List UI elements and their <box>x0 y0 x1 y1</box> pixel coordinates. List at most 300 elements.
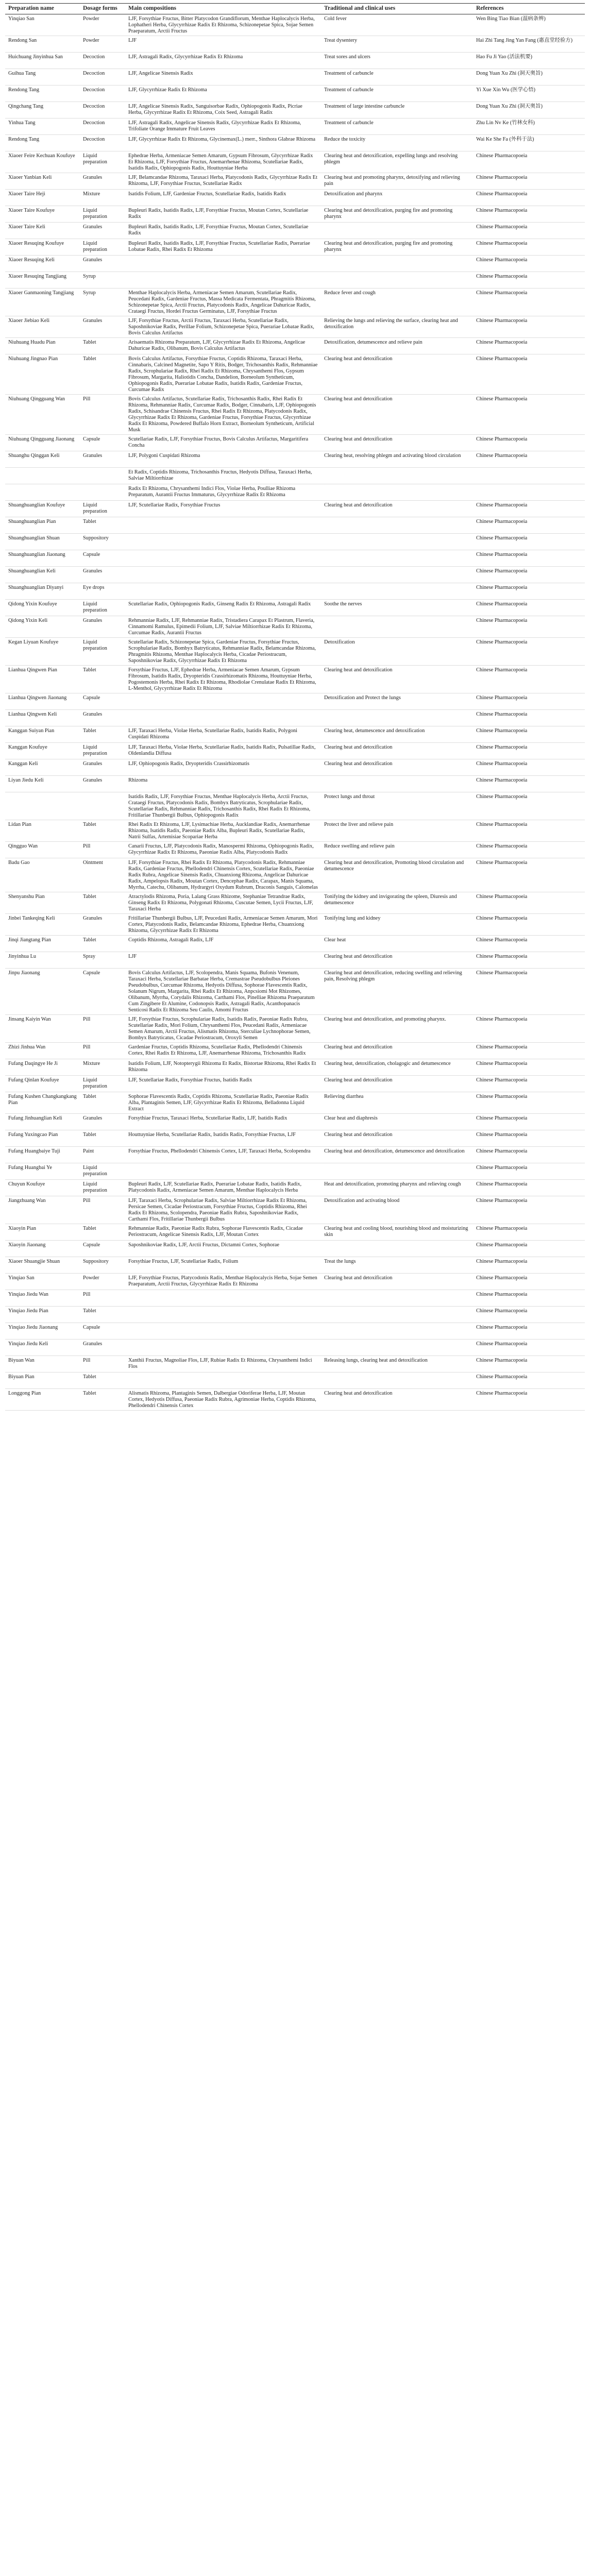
cell-dosage-form: Liquid preparation <box>80 600 125 616</box>
cell-reference: Zhu Lin Nv Ke (竹林女科) <box>473 118 585 135</box>
table-row <box>5 743 585 759</box>
table-row <box>5 1389 585 1411</box>
cell-reference: Chinese Pharmacopoeia <box>473 501 585 517</box>
cell-main-compositions <box>125 272 321 289</box>
cell-preparation-name: Biyuan Pian <box>5 1372 80 1389</box>
cell-dosage-form: Liquid preparation <box>80 638 125 666</box>
cell-dosage-form: Pill <box>80 395 125 435</box>
cell-clinical-uses: Soothe the nerves <box>321 600 473 616</box>
cell-dosage-form: Liquid preparation <box>80 743 125 759</box>
cell-preparation-name: Kanggan Keli <box>5 759 80 776</box>
cell-main-compositions: LJF <box>125 952 321 969</box>
cell-clinical-uses <box>321 1163 473 1180</box>
table-row <box>5 638 585 666</box>
cell-preparation-name: Jinyinhua Lu <box>5 952 80 969</box>
cell-preparation-name: Shuanghuanglian Pian <box>5 517 80 534</box>
cell-dosage-form: Capsule <box>80 969 125 1015</box>
cell-dosage-form: Liquid preparation <box>80 1180 125 1196</box>
cell-dosage-form: Capsule <box>80 1241 125 1257</box>
cell-reference: Chinese Pharmacopoeia <box>473 316 585 338</box>
table-row <box>5 1015 585 1043</box>
table-header-row <box>5 4 585 14</box>
cell-reference: Chinese Pharmacopoeia <box>473 1043 585 1059</box>
cell-reference: Chinese Pharmacopoeia <box>473 1274 585 1290</box>
cell-main-compositions <box>125 693 321 710</box>
cell-dosage-form: Granules <box>80 173 125 190</box>
table-row <box>5 936 585 952</box>
cell-dosage-form: Tablet <box>80 1130 125 1147</box>
cell-dosage-form: Tablet <box>80 936 125 952</box>
table-row <box>5 102 585 118</box>
cell-reference: Chinese Pharmacopoeia <box>473 1015 585 1043</box>
cell-main-compositions <box>125 1290 321 1307</box>
cell-clinical-uses: Treat sores and ulcers <box>321 53 473 69</box>
cell-clinical-uses: Clearing heat, detumescence and detoxification <box>321 726 473 743</box>
cell-reference: Chinese Pharmacopoeia <box>473 666 585 693</box>
cell-clinical-uses: Clearing heat and detoxification, reducing swelling and relieving pain, Resolving phlegm <box>321 969 473 1015</box>
cell-dosage-form: Granules <box>80 710 125 726</box>
cell-preparation-name: Niuhuang Qingguang Jiaonang <box>5 435 80 451</box>
cell-preparation-name: Jinsang Kaiyin Wan <box>5 1015 80 1043</box>
cell-dosage-form: Decoction <box>80 102 125 118</box>
cell-reference: Chinese Pharmacopoeia <box>473 1092 585 1114</box>
cell-reference: Chinese Pharmacopoeia <box>473 435 585 451</box>
cell-main-compositions <box>125 256 321 272</box>
cell-dosage-form <box>80 468 125 484</box>
cell-dosage-form: Tablet <box>80 1389 125 1411</box>
cell-clinical-uses <box>321 583 473 600</box>
cell-reference: Dong Yuan Xu Zhi (洞天奥旨) <box>473 102 585 118</box>
cell-clinical-uses: Tonifying lung and kidney <box>321 914 473 936</box>
cell-main-compositions: LJF, Astragali Radix, Glycyrrhizae Radix Et Rhizoma <box>125 53 321 69</box>
cell-preparation-name: Xiaoer Shuangjie Shuan <box>5 1257 80 1274</box>
cell-main-compositions: LJF, Glycyrrhizae Radix Et Rhizoma, Glycinemax(L.) merr., Sinthora Glabrae Rhizoma <box>125 135 321 151</box>
table-row <box>5 272 585 289</box>
table-row <box>5 1307 585 1323</box>
cell-preparation-name: Qingguo Wan <box>5 842 80 858</box>
cell-clinical-uses: Clearing heat and detoxification <box>321 1130 473 1147</box>
cell-dosage-form: Granules <box>80 316 125 338</box>
table-row <box>5 969 585 1015</box>
cell-clinical-uses <box>321 1307 473 1323</box>
cell-clinical-uses: Clearing heat and cooling blood, nourishing blood and moisturizing skin <box>321 1224 473 1241</box>
cell-clinical-uses: Detoxification and pharynx <box>321 190 473 206</box>
cell-main-compositions: Canarii Fructus, LJF, Platycodonis Radix, Manospermi Rhizoma, Ophiopogonis Radix, Glycyrrhizae Radix Et Rhizoma, Paeoniae Radix Alba, Platycodonis Radix <box>125 842 321 858</box>
cell-main-compositions: Saposhnikoviae Radix, LJF, Arctii Fructus, Dictamni Cortex, Sophorae <box>125 1241 321 1257</box>
table-row <box>5 792 585 820</box>
table-row <box>5 289 585 316</box>
cell-dosage-form: Granules <box>80 759 125 776</box>
cell-dosage-form: Granules <box>80 256 125 272</box>
cell-clinical-uses: Treat dysentery <box>321 36 473 53</box>
cell-preparation-name: Kegan Liyuan Koufuye <box>5 638 80 666</box>
cell-dosage-form: Pill <box>80 1015 125 1043</box>
cell-reference: Hai Zhi Tang Jing Yan Fang (惠直堂经验方) <box>473 36 585 53</box>
preparations-table <box>5 3 585 1411</box>
cell-dosage-form: Granules <box>80 776 125 792</box>
cell-preparation-name <box>5 792 80 820</box>
table-row <box>5 1163 585 1180</box>
cell-reference: Chinese Pharmacopoeia <box>473 600 585 616</box>
cell-clinical-uses <box>321 1323 473 1340</box>
table-row <box>5 914 585 936</box>
table-row <box>5 567 585 583</box>
cell-reference: Chinese Pharmacopoeia <box>473 1163 585 1180</box>
header-preparation-name: Preparation name <box>5 4 80 14</box>
cell-main-compositions <box>125 550 321 567</box>
cell-main-compositions: Arisaematis Rhizoma Preparatum, LJF, Glycyrrhizae Radix Et Rhizoma, Angelicae Dahuricae Radix, Olibanum, Bovis Calculus Artifactus <box>125 338 321 354</box>
cell-clinical-uses: Tonifying the kidney and invigorating the spleen, Diuresis and detumescence <box>321 892 473 914</box>
cell-preparation-name: Fufang Daqingye He Ji <box>5 1059 80 1076</box>
cell-dosage-form: Pill <box>80 1290 125 1307</box>
cell-dosage-form <box>80 484 125 501</box>
cell-preparation-name: Lidan Pian <box>5 820 80 842</box>
cell-reference: Chinese Pharmacopoeia <box>473 693 585 710</box>
cell-main-compositions: Atractylodis Rhizoma, Poria, Lalang Grass Rhizome, Stephaniae Tetrandrae Radix, Ginseng Radix Et Rhizoma, Polygonati Rhizoma, Cuscutae Semen, Lycii Fructus, LJF, Taraxaci Herba <box>125 892 321 914</box>
cell-main-compositions: LJF, Ophiopogonis Radix, Dryopteridis Crassirhizomatis <box>125 759 321 776</box>
cell-preparation-name: Kanggan Suiyan Pian <box>5 726 80 743</box>
cell-dosage-form: Granules <box>80 616 125 638</box>
cell-dosage-form: Decoction <box>80 135 125 151</box>
table-row <box>5 36 585 53</box>
cell-main-compositions: Bupleuri Radix, LJF, Scutellariae Radix, Puerariae Lobatae Radix, Isatidis Radix, Platycodonis Radix, Armeniacae Semen Amarum, Menthae Haplocalycis Herba <box>125 1180 321 1196</box>
cell-reference: Chinese Pharmacopoeia <box>473 969 585 1015</box>
cell-main-compositions: Fritillariae Thunbergii Bulbus, LJF, Peucedani Radix, Armeniacae Semen Amarum, Mori Cortex, Platycodonis Radix, Belamcandae Rhizoma, Ephedrae Herba, Chuanxiong Rhizoma, Glycyrrhizae Radix Et Rhizoma <box>125 914 321 936</box>
cell-clinical-uses <box>321 534 473 550</box>
cell-preparation-name: Niuhuang Jingnao Pian <box>5 354 80 395</box>
cell-reference: Chinese Pharmacopoeia <box>473 1372 585 1389</box>
cell-main-compositions: LJF <box>125 36 321 53</box>
cell-preparation-name: Yinqiao Jiedu Pian <box>5 1307 80 1323</box>
table-row <box>5 842 585 858</box>
cell-clinical-uses: Treatment of large intestine carbuncle <box>321 102 473 118</box>
cell-dosage-form: Liquid preparation <box>80 1076 125 1092</box>
cell-reference: Chinese Pharmacopoeia <box>473 206 585 223</box>
cell-dosage-form: Granules <box>80 451 125 468</box>
cell-preparation-name: Qingchang Tang <box>5 102 80 118</box>
cell-preparation-name: Yinhua Tang <box>5 118 80 135</box>
cell-dosage-form: Pill <box>80 842 125 858</box>
cell-reference: Chinese Pharmacopoeia <box>473 395 585 435</box>
table-row <box>5 693 585 710</box>
cell-preparation-name: Guihua Tang <box>5 69 80 86</box>
cell-clinical-uses: Clearing heat, detoxification, cholagogic and detumescence <box>321 1059 473 1076</box>
cell-reference: Chinese Pharmacopoeia <box>473 743 585 759</box>
cell-clinical-uses: Clearing heat and detoxification, purging fire and promoting pharynx <box>321 206 473 223</box>
table-row <box>5 1114 585 1130</box>
cell-reference: Chinese Pharmacopoeia <box>473 190 585 206</box>
cell-preparation-name: Yinqiao Jiedu Keli <box>5 1340 80 1356</box>
table-row <box>5 53 585 69</box>
cell-main-compositions: LJF, Glycyrrhizae Radix Et Rhizoma <box>125 86 321 102</box>
cell-clinical-uses: Clearing heat and detoxification, purging fire and promoting pharynx <box>321 239 473 256</box>
cell-clinical-uses <box>321 550 473 567</box>
cell-clinical-uses <box>321 1340 473 1356</box>
cell-dosage-form: Tablet <box>80 517 125 534</box>
cell-main-compositions: LJF, Taraxaci Herba, Violae Herba, Scutellariae Radix, Isatidis Radix, Pulsatillae Radix, Oldenlandia Diffusa <box>125 743 321 759</box>
cell-clinical-uses: Clearing heat and detoxification <box>321 501 473 517</box>
cell-dosage-form: Tablet <box>80 1092 125 1114</box>
cell-preparation-name: Rendong Tang <box>5 135 80 151</box>
cell-preparation-name: Niuhuang Qingguang Wan <box>5 395 80 435</box>
cell-reference: Yi Xue Xin Wu (医学心悟) <box>473 86 585 102</box>
table-row <box>5 1241 585 1257</box>
table-row <box>5 1340 585 1356</box>
table-row <box>5 1147 585 1163</box>
cell-dosage-form: Granules <box>80 914 125 936</box>
table-row <box>5 666 585 693</box>
cell-clinical-uses: Heat and detoxification, promoting pharynx and relieving cough <box>321 1180 473 1196</box>
cell-preparation-name: Shuanghuanglian Koufuye <box>5 501 80 517</box>
table-row <box>5 1059 585 1076</box>
table-row <box>5 190 585 206</box>
cell-main-compositions: Forsythiae Fructus, Phellodendri Chinensis Cortex, LJF, Taraxaci Herba, Scolopendra <box>125 1147 321 1163</box>
cell-clinical-uses <box>321 272 473 289</box>
table-row <box>5 726 585 743</box>
cell-dosage-form: Mixture <box>80 190 125 206</box>
cell-preparation-name: Xiaoer Taire Heji <box>5 190 80 206</box>
table-row <box>5 1224 585 1241</box>
cell-clinical-uses: Releasing lungs, clearing heat and detoxification <box>321 1356 473 1372</box>
cell-reference: Chinese Pharmacopoeia <box>473 1180 585 1196</box>
cell-reference: Chinese Pharmacopoeia <box>473 1257 585 1274</box>
cell-clinical-uses <box>321 616 473 638</box>
header-main-compositions: Main compositions <box>125 4 321 14</box>
cell-dosage-form: Granules <box>80 567 125 583</box>
cell-main-compositions: Bovis Calculus Artifactus, Scutellariae Radix, Trichosanthis Radix, Rhei Radix Et Rhizoma, Rehmanniae Radix, Curcumae Radix, Bodger, Cinnabaris, LJF, Ophiopogonis Radix, Schisandrae Chinensis Fructus, Rhei Radix Et Rhizoma, Platycodonis Radix, Glycyrrhizae Radix Et Rhizoma, Gardeniae Fructus, Forsythiae Fructus, Glycyrrhizae Radix Et Rhizoma, Powdered Buffalo Horn Extract, Borneolum Syntheticum, Artificial Musk <box>125 395 321 435</box>
cell-main-compositions: Isatidis Radix, LJF, Forsythiae Fructus, Menthae Haplocalycis Herba, Arctii Fructus, Crataegi Fructus, Platycodonis Radix, Bombyx Batryticatus, Scrophulariae Radix, Scutellariae Radix, Rehmanniae Radix, Trichosanthis Radix, Rhei Radix Et Rhizoma, Fritillariae Thunbergii Bulbus, Ophiopogonis Radix <box>125 792 321 820</box>
cell-preparation-name: Shuanghuanglian Shuan <box>5 534 80 550</box>
table-row <box>5 710 585 726</box>
table-row <box>5 820 585 842</box>
cell-main-compositions <box>125 583 321 600</box>
cell-reference: Dong Yuan Xu Zhi (洞天奥旨) <box>473 69 585 86</box>
cell-main-compositions: Scutellariae Radix, Ophiopogonis Radix, Ginseng Radix Et Rhizoma, Astragali Radix <box>125 600 321 616</box>
cell-main-compositions: LJF, Forsythiae Fructus, Platycodonis Radix, Menthae Haplocalycis Herba, Sojae Semen Praeparatum, Arctii Fructus, Glycyrrhizae Radix Et Rhizoma <box>125 1274 321 1290</box>
table-row <box>5 1290 585 1307</box>
cell-reference: Chinese Pharmacopoeia <box>473 1076 585 1092</box>
table-row <box>5 952 585 969</box>
cell-main-compositions: LJF, Forsythiae Fructus, Bitter Platycodon Grandiflorum, Menthae Haplocalycis Herba, Lophatheri Herba, Glycyrrhizae Radix Et Rhizoma, Schizonepetae Spica, Sojae Semen Praeparatum, Arctii Fructus <box>125 14 321 36</box>
cell-preparation-name: Jinbei Tankeqing Keli <box>5 914 80 936</box>
cell-dosage-form: Powder <box>80 1274 125 1290</box>
cell-main-compositions: Isatidis Folium, LJF, Gardeniae Fructus, Scutellariae Radix, Isatidis Radix <box>125 190 321 206</box>
cell-reference: Chinese Pharmacopoeia <box>473 1389 585 1411</box>
cell-main-compositions <box>125 1340 321 1356</box>
cell-preparation-name: Shenyanshu Pian <box>5 892 80 914</box>
cell-clinical-uses: Clearing heat, resolving phlegm and activating blood circulation <box>321 451 473 468</box>
cell-main-compositions <box>125 1372 321 1389</box>
cell-dosage-form: Syrup <box>80 289 125 316</box>
cell-main-compositions: Bovis Calculus Artifactus, LJF, Scolopendra, Manis Squama, Bufonis Venenum, Taraxaci Herba, Scutellariae Barbatae Herba, Cremastrae Pseudobulbus Pleiones Pseudobulbus, Curcumae Rhizoma, Hedyotis Diffusa, Sophorae Flavescentis Radix, Solanum Nigrum, Margarita, Rhei Radix Et Rhizoma, Anpcsiomi Mot Rhizomes, Olibanum, Myrrha, Corydalis Rhizoma, Carthami Flos, Pinelliae Rhizoma Praeparatum Cum Zingibere Et Alumine, Codonopsis Radix, Astragali Radix, Acanthopanacis Senticosi Radix Et Rhizoma Seu Caulis, Amomi Fructus <box>125 969 321 1015</box>
cell-main-compositions: Menthae Haplocalycis Herba, Armeniacae Semen Amarum, Scutellariae Radix, Peucedani Radix, Gardeniae Fructus, Massa Medicata Fermentata, Phragmitis Rhizoma, Schizonepetae Spica, Arctii Fructus, Platycodonis Radix, Angelicae Dahuricae Radix, Crataegi Fructus, Hordei Fructus Germinatus, LJF, Forsythiae Fructus <box>125 289 321 316</box>
cell-preparation-name: Xiaoer Resuqing Koufuye <box>5 239 80 256</box>
cell-reference: Chinese Pharmacopoeia <box>473 1290 585 1307</box>
cell-clinical-uses: Treat the lungs <box>321 1257 473 1274</box>
cell-main-compositions <box>125 1307 321 1323</box>
cell-reference: Chinese Pharmacopoeia <box>473 710 585 726</box>
cell-dosage-form: Liquid preparation <box>80 239 125 256</box>
cell-preparation-name: Xiaoer Resuqing Tangjiang <box>5 272 80 289</box>
cell-preparation-name: Yinqiao San <box>5 1274 80 1290</box>
table-row <box>5 135 585 151</box>
cell-reference: Chinese Pharmacopoeia <box>473 451 585 468</box>
cell-preparation-name: Shuanghuanglian Jiaonang <box>5 550 80 567</box>
cell-clinical-uses: Relieving diarrhea <box>321 1092 473 1114</box>
table-row <box>5 395 585 435</box>
cell-reference: Chinese Pharmacopoeia <box>473 550 585 567</box>
cell-reference: Chinese Pharmacopoeia <box>473 583 585 600</box>
header-references: References <box>473 4 585 14</box>
cell-preparation-name: Lianhua Qingwen Jiaonang <box>5 693 80 710</box>
cell-dosage-form: Capsule <box>80 693 125 710</box>
cell-dosage-form: Syrup <box>80 272 125 289</box>
cell-reference: Chinese Pharmacopoeia <box>473 354 585 395</box>
cell-main-compositions: Radix Et Rhizoma, Chrysanthemi Indici Flos, Violae Herba, Poulliae Rhizoma Preparatum, Aurantii Fructus Immaturus, Glycyrrhizae Radix Et Rhizoma <box>125 484 321 501</box>
table-row <box>5 151 585 173</box>
cell-main-compositions: Houttuyniae Herba, Scutellariae Radix, Isatidis Radix, Forsythiae Fructus, LJF <box>125 1130 321 1147</box>
table-row <box>5 1130 585 1147</box>
cell-main-compositions: Isatidis Folium, LJF, Notopterygii Rhizoma Et Radix, Bistortae Rhizoma, Rhei Radix Et Rhizoma <box>125 1059 321 1076</box>
table-body <box>5 14 585 1411</box>
table-row <box>5 616 585 638</box>
cell-clinical-uses <box>321 1290 473 1307</box>
cell-clinical-uses: Clearing heat and detoxification, and promoting pharynx. <box>321 1015 473 1043</box>
cell-preparation-name: Fufang Huangbaiye Tuji <box>5 1147 80 1163</box>
cell-preparation-name: Jinpu Jiaonang <box>5 969 80 1015</box>
cell-main-compositions: Sophorae Flavescentis Radix, Coptidis Rhizoma, Scutellariae Radix, Paeoniae Radix Alba, Plantaginis Semen, LJF, Glycyrrhizae Radix Et Rhizoma, Belladonna Liquid Extract <box>125 1092 321 1114</box>
table-row <box>5 118 585 135</box>
cell-clinical-uses: Clearing heat and detoxification <box>321 759 473 776</box>
cell-main-compositions: LJF, Forsythiae Fructus, Arctii Fructus, Taraxaci Herba, Scutellariae Radix, Saposhnikoviae Radix, Perillae Folium, Schizonepetae Spica, Puerariae Lobatae Radix, Bovis Calculus Artifactus <box>125 316 321 338</box>
cell-reference: Chinese Pharmacopoeia <box>473 936 585 952</box>
cell-clinical-uses <box>321 256 473 272</box>
cell-dosage-form: Mixture <box>80 1059 125 1076</box>
cell-clinical-uses: Clearing heat and detoxification <box>321 1274 473 1290</box>
cell-preparation-name: Xiaoer Ganmaoning Tangjiang <box>5 289 80 316</box>
table-row <box>5 468 585 484</box>
cell-reference: Chinese Pharmacopoeia <box>473 616 585 638</box>
cell-clinical-uses: Treatment of carbuncle <box>321 69 473 86</box>
cell-reference: Wai Ke She Fa (外科于法) <box>473 135 585 151</box>
cell-dosage-form: Paint <box>80 1147 125 1163</box>
table-row <box>5 1180 585 1196</box>
table-row <box>5 206 585 223</box>
table-row <box>5 435 585 451</box>
cell-dosage-form: Liquid preparation <box>80 1163 125 1180</box>
table-row <box>5 338 585 354</box>
cell-reference: Chinese Pharmacopoeia <box>473 1147 585 1163</box>
cell-preparation-name: Xiaoyin Pian <box>5 1224 80 1241</box>
table-row <box>5 484 585 501</box>
cell-clinical-uses: Reduce swelling and relieve pain <box>321 842 473 858</box>
cell-main-compositions: Rhei Radix Et Rhizoma, LJF, Lysimachiae Herba, Aucklandiae Radix, Anemarrhenae Rhizoma, Isatidis Radix, Paeoniae Radix Alba, Bupleuri Radix, Scutellariae Radix, Natrii Sulfas, Artemisiae Scopariae Herba <box>125 820 321 842</box>
cell-dosage-form: Tablet <box>80 666 125 693</box>
cell-preparation-name: Xiaoer Resuqing Keli <box>5 256 80 272</box>
cell-reference: Chinese Pharmacopoeia <box>473 1059 585 1076</box>
cell-preparation-name: Lianhua Qingwen Pian <box>5 666 80 693</box>
cell-preparation-name: Fufang Huangbai Ye <box>5 1163 80 1180</box>
cell-main-compositions: LJF, Taraxaci Herba, Violae Herba, Scutellariae Radix, Isatidis Radix, Polygoni Cuspidati Rhizoma <box>125 726 321 743</box>
cell-clinical-uses: Clearing heat and detoxification <box>321 1076 473 1092</box>
cell-clinical-uses: Cold fever <box>321 14 473 36</box>
cell-preparation-name: Xiaoer Feire Kechuan Koufuye <box>5 151 80 173</box>
cell-reference: Chinese Pharmacopoeia <box>473 1307 585 1323</box>
cell-dosage-form: Decoction <box>80 69 125 86</box>
table-row <box>5 1092 585 1114</box>
table-row <box>5 517 585 534</box>
cell-dosage-form: Tablet <box>80 338 125 354</box>
cell-reference: Chinese Pharmacopoeia <box>473 1340 585 1356</box>
cell-preparation-name: Badu Gao <box>5 858 80 892</box>
cell-reference: Chinese Pharmacopoeia <box>473 892 585 914</box>
table-row <box>5 776 585 792</box>
cell-clinical-uses: Detoxification and activating blood <box>321 1196 473 1224</box>
cell-clinical-uses <box>321 517 473 534</box>
cell-main-compositions <box>125 567 321 583</box>
cell-clinical-uses: Clearing heat and detoxification <box>321 435 473 451</box>
table-row <box>5 1043 585 1059</box>
cell-preparation-name: Yinqiao Jiedu Wan <box>5 1290 80 1307</box>
cell-preparation-name: Rendong San <box>5 36 80 53</box>
cell-main-compositions: LJF, Astragali Radix, Angelicae Sinensis Radix, Glycyrrhizae Radix Et Rhizoma, Trifoliate Orange Immature Fruit Leaves <box>125 118 321 135</box>
cell-reference: Chinese Pharmacopoeia <box>473 638 585 666</box>
cell-preparation-name: Shuanghuanglian Keli <box>5 567 80 583</box>
cell-main-compositions: LJF, Scutellariae Radix, Forsythiae Fructus, Isatidis Radix <box>125 1076 321 1092</box>
cell-clinical-uses: Treatment of carbuncle <box>321 86 473 102</box>
cell-dosage-form: Suppository <box>80 534 125 550</box>
cell-reference: Chinese Pharmacopoeia <box>473 272 585 289</box>
cell-reference: Chinese Pharmacopoeia <box>473 1224 585 1241</box>
table-row <box>5 239 585 256</box>
table-row <box>5 69 585 86</box>
cell-reference: Chinese Pharmacopoeia <box>473 842 585 858</box>
cell-clinical-uses <box>321 710 473 726</box>
cell-main-compositions: Et Radix, Coptidis Rhizoma, Trichosanthis Fructus, Hedyotis Diffusa, Taraxaci Herba, Salviae Miltiorrhizae <box>125 468 321 484</box>
cell-preparation-name: Jiangzhuang Wan <box>5 1196 80 1224</box>
cell-clinical-uses: Clearing heat and promoting pharynx, detoxifying and relieving pain <box>321 173 473 190</box>
cell-main-compositions: Alismatis Rhizoma, Plantaginis Semen, Dalbergiae Odoriferae Herba, LJF, Moutan Cortex, Hedyotis Diffusa, Paeoniae Radix Rubra, Agrimoniae Herba, Coptidis Rhizoma, Phellodendri Chinensis Cortex <box>125 1389 321 1411</box>
cell-main-compositions <box>125 517 321 534</box>
table-row <box>5 173 585 190</box>
cell-preparation-name: Xiaoer Taire Koufuye <box>5 206 80 223</box>
cell-preparation-name: Longgong Pian <box>5 1389 80 1411</box>
cell-main-compositions <box>125 1323 321 1340</box>
cell-clinical-uses <box>321 1241 473 1257</box>
cell-clinical-uses: Clearing heat and detoxification, expelling lungs and resolving phlegm <box>321 151 473 173</box>
cell-dosage-form: Liquid preparation <box>80 206 125 223</box>
cell-reference: Chinese Pharmacopoeia <box>473 914 585 936</box>
cell-main-compositions: Bupleuri Radix, Isatidis Radix, LJF, Forsythiae Fructus, Moutan Cortex, Scutellariae Radix <box>125 223 321 239</box>
cell-preparation-name: Yinqiao Jiedu Jiaonang <box>5 1323 80 1340</box>
cell-clinical-uses: Clearing heat and detoxification <box>321 743 473 759</box>
cell-main-compositions <box>125 710 321 726</box>
cell-dosage-form: Eye drops <box>80 583 125 600</box>
cell-clinical-uses: Clearing heat and detoxification, Promoting blood circulation and detumescence <box>321 858 473 892</box>
cell-dosage-form: Suppository <box>80 1257 125 1274</box>
cell-dosage-form: Tablet <box>80 354 125 395</box>
cell-reference: Chinese Pharmacopoeia <box>473 1114 585 1130</box>
table-row <box>5 14 585 36</box>
cell-reference: Chinese Pharmacopoeia <box>473 289 585 316</box>
table-row <box>5 1196 585 1224</box>
header-clinical-uses: Traditional and clinical uses <box>321 4 473 14</box>
cell-preparation-name: Yinqiao San <box>5 14 80 36</box>
table-row <box>5 1274 585 1290</box>
cell-clinical-uses: Reduce fever and cough <box>321 289 473 316</box>
cell-preparation-name: Biyuan Wan <box>5 1356 80 1372</box>
cell-reference: Chinese Pharmacopoeia <box>473 534 585 550</box>
